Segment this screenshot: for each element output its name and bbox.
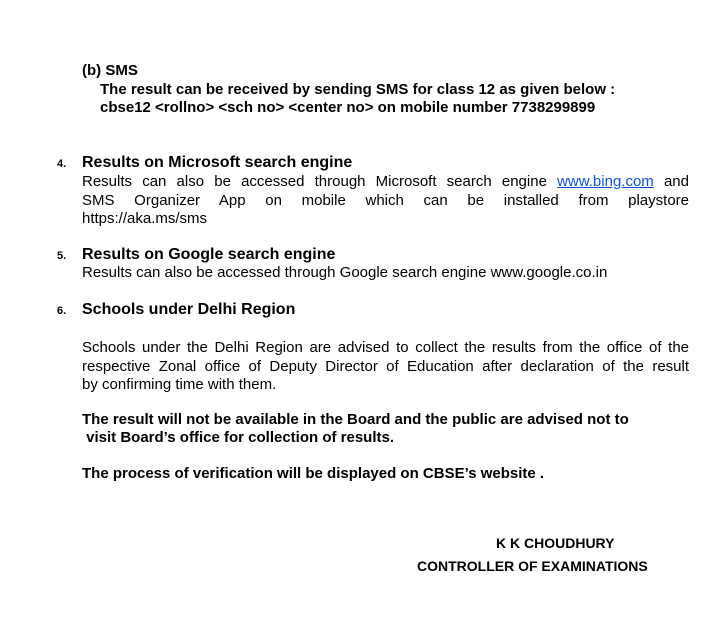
item-6-heading: Schools under Delhi Region	[82, 301, 296, 318]
sms-heading: (b) SMS	[82, 62, 138, 79]
item-5-heading: Results on Google search engine	[82, 246, 336, 263]
sms-line-2: cbse12 <rollno> <sch no> <center no> on mobile number 7738299899	[100, 99, 596, 116]
notice-line-1: The result will not be available in the Board and the public are advised not to	[82, 411, 629, 428]
signatory-designation: CONTROLLER OF EXAMINATIONS	[417, 558, 648, 574]
signatory-name: K K CHOUDHURY	[496, 535, 615, 551]
item-4-number: 4.	[57, 158, 67, 170]
item-6-number: 6.	[57, 305, 67, 317]
item-6-line-3: by confirming time with them.	[82, 376, 277, 393]
item-6-line-2: respective Zonal office of Deputy Director of Education after declaration of the result	[82, 357, 689, 375]
item-4-line-1: Results can also be accessed through Microsoft search engine www.bing.com and	[82, 173, 689, 190]
item-4-line-2: SMS Organizer App on mobile which can be installed from playstore	[82, 191, 689, 209]
notice-line-3: The process of verification will be displayed on CBSE’s website .	[82, 465, 545, 482]
item-5-number: 5.	[57, 250, 67, 262]
item-4-line-3: https://aka.ms/sms	[82, 210, 208, 227]
item-4-heading: Results on Microsoft search engine	[82, 154, 353, 171]
notice-line-2: visit Board’s office for collection of results.	[82, 429, 395, 446]
item-5-line-1: Results can also be accessed through Google search engine www.google.co.in	[82, 264, 608, 281]
item-6-line-1: Schools under the Delhi Region are advised to collect the results from the office of the	[82, 339, 689, 356]
item-4-paragraph	[82, 173, 689, 229]
bing-link[interactable]: www.bing.com	[557, 173, 654, 190]
sms-line-1: The result can be received by sending SMS for class 12 as given below :	[100, 81, 616, 98]
item-6-paragraph	[82, 339, 689, 395]
